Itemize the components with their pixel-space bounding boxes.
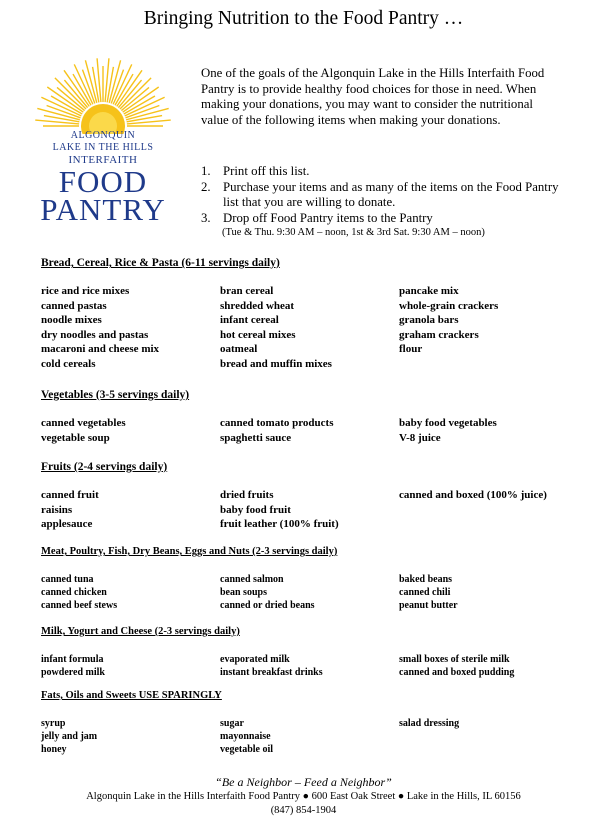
step-number: 3. [201, 210, 211, 225]
section-bread [41, 256, 581, 370]
list-item: dry noodles and pastas [41, 328, 149, 341]
section-heading: Fats, Oils and Sweets USE SPARINGLY [41, 690, 222, 701]
list-item: instant breakfast drinks [220, 667, 323, 679]
section-fats [41, 689, 581, 756]
list-item: noodle mixes [41, 314, 102, 327]
pantry-hours: (Tue & Thu. 9:30 AM – noon, 1st & 3rd Sat. 9:30 AM – noon) [222, 227, 485, 238]
page-title: Bringing Nutrition to the Food Pantry … [143, 8, 464, 29]
list-item: cold cereals [41, 357, 96, 370]
list-item: graham crackers [399, 328, 479, 341]
step-text: Drop off Food Pantry items to the Pantry [223, 210, 433, 225]
item-column [399, 488, 559, 503]
list-item: vegetable soup [41, 431, 110, 444]
section-vegetables [41, 388, 581, 444]
list-item: salad dressing [399, 718, 460, 729]
sun-icon [28, 54, 178, 134]
list-item: fruit leather (100% fruit) [220, 518, 339, 531]
section-heading: Meat, Poultry, Fish, Dry Beans, Eggs and Nuts (2-3 servings daily) [41, 546, 338, 557]
item-column [41, 573, 117, 613]
instruction-steps [201, 164, 571, 226]
section-heading: Milk, Yogurt and Cheese (2-3 servings daily) [41, 626, 240, 637]
list-item: mayonnaise [220, 731, 271, 743]
section-fruits [41, 460, 581, 531]
list-item: canned and boxed pudding [399, 667, 515, 679]
section-milk [41, 625, 581, 679]
list-item: honey [41, 744, 67, 756]
footer-address: Algonquin Lake in the Hills Interfaith Food Pantry ● 600 East Oak Street ● Lake in the Hills, IL 60156 [86, 791, 521, 802]
item-column [399, 717, 559, 730]
list-item: hot cereal mixes [220, 328, 296, 341]
logo-line-interfaith: INTERFAITH [68, 154, 138, 166]
item-column [41, 488, 99, 532]
step-item [201, 211, 571, 227]
section-heading: Bread, Cereal, Rice & Pasta (6-11 servings daily) [41, 257, 280, 269]
section-meat [41, 545, 581, 612]
item-column [399, 653, 559, 679]
item-column [220, 573, 315, 613]
item-column [220, 284, 332, 372]
item-column [399, 284, 559, 357]
list-item: V-8 juice [399, 431, 441, 444]
list-item: peanut butter [399, 600, 458, 612]
list-item: baked beans [399, 574, 453, 585]
item-column [220, 717, 273, 757]
list-item: sugar [220, 718, 244, 729]
list-item: infant formula [41, 654, 104, 665]
item-column [41, 284, 159, 372]
list-item: evaporated milk [220, 654, 290, 665]
list-item: canned salmon [220, 574, 284, 585]
list-item: spaghetti sauce [220, 431, 292, 444]
list-item: canned vegetables [41, 417, 126, 429]
footer-phone: (847) 854-1904 [270, 805, 337, 816]
item-column [220, 653, 323, 679]
list-item: canned chicken [41, 587, 107, 599]
footer-slogan: “Be a Neighbor – Feed a Neighbor” [215, 775, 392, 789]
logo-line-food: FOOD [58, 164, 148, 199]
list-item: bread and muffin mixes [220, 357, 332, 370]
list-item: baby food fruit [220, 503, 291, 516]
list-item: oatmeal [220, 343, 258, 356]
list-item: small boxes of sterile milk [399, 654, 510, 665]
list-item: bran cereal [220, 285, 274, 297]
item-column [41, 416, 126, 445]
item-column [399, 573, 559, 613]
list-item: canned beef stews [41, 600, 118, 612]
step-number: 2. [201, 179, 211, 194]
sun-ray [55, 78, 86, 109]
list-item: bean soups [220, 587, 267, 599]
list-item: macaroni and cheese mix [41, 343, 160, 356]
list-item: canned pastas [41, 299, 107, 312]
sun-ray [120, 78, 151, 109]
list-item: raisins [41, 503, 73, 516]
item-column [220, 488, 339, 532]
list-item: flour [399, 343, 423, 356]
list-item: canned and boxed (100% juice) [399, 489, 547, 501]
intro-paragraph: One of the goals of the Algonquin Lake in the Hills Interfaith Food Pantry is to provide healthy food choices for those in need. When making your donations, you may want to consider the nutritional value of the following items when making your donations. [201, 66, 545, 127]
list-item: powdered milk [41, 667, 105, 679]
list-item: canned fruit [41, 489, 99, 501]
list-item: canned tuna [41, 574, 94, 585]
list-item: whole-grain crackers [399, 299, 499, 312]
logo-line-algonquin: ALGONQUIN [70, 130, 136, 141]
logo-line-lake: LAKE IN THE HILLS [52, 142, 154, 153]
list-item: dried fruits [220, 489, 274, 501]
section-heading: Vegetables (3-5 servings daily) [41, 389, 190, 401]
list-item: pancake mix [399, 285, 459, 297]
list-item: canned chili [399, 587, 451, 599]
list-item: baby food vegetables [399, 417, 497, 429]
item-column [399, 416, 559, 445]
step-item [201, 164, 571, 180]
list-item: canned or dried beans [220, 600, 315, 612]
step-item [201, 180, 571, 211]
logo-line-pantry: PANTRY [40, 192, 166, 227]
list-item: syrup [41, 718, 66, 729]
item-column [41, 653, 105, 679]
step-text: Print off this list. [223, 164, 310, 178]
list-item: infant cereal [220, 314, 279, 327]
section-heading: Fruits (2-4 servings daily) [41, 461, 168, 473]
pantry-logo [28, 54, 178, 227]
list-item: canned tomato products [220, 417, 334, 429]
list-item: rice and rice mixes [41, 285, 130, 297]
step-text: Purchase your items and as many of the items on the Food Pantry list that you are willing to donate. [223, 179, 559, 209]
step-number: 1. [201, 164, 211, 178]
list-item: jelly and jam [41, 731, 98, 743]
item-column [41, 717, 97, 757]
list-item: granola bars [399, 314, 459, 327]
list-item: applesauce [41, 518, 93, 531]
list-item: shredded wheat [220, 299, 295, 312]
item-column [220, 416, 333, 445]
list-item: vegetable oil [220, 744, 274, 756]
